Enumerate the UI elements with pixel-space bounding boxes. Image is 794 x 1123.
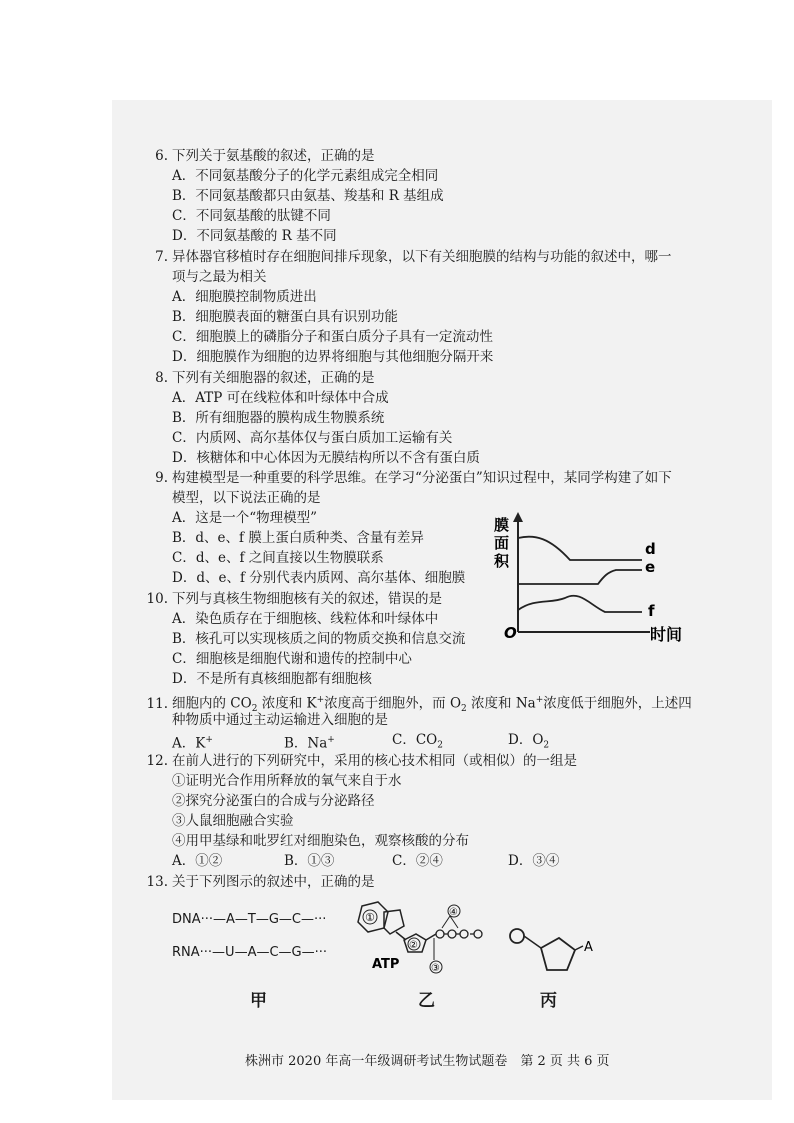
option-c: C．②④	[392, 853, 443, 869]
curve-d-label: d	[645, 540, 656, 558]
origin-label: O	[504, 624, 517, 642]
option-d: D．核糖体和中心体因为无膜结构所以不含有蛋白质	[172, 450, 480, 466]
superscript: +	[316, 695, 325, 705]
y-label-1: 膜	[494, 516, 510, 534]
option-text: D．O	[508, 732, 544, 748]
option-text: A．K	[172, 735, 206, 752]
option-d: D．细胞膜作为细胞的边界将细胞与其他细胞分隔开来	[172, 349, 494, 365]
question-stem: 下列关于氨基酸的叙述，正确的是	[172, 148, 375, 164]
option-b: B．不同氨基酸都只由氨基、羧基和 R 基组成	[172, 188, 444, 204]
list-item: ④用甲基绿和吡罗红对细胞染色，观察核酸的分布	[172, 833, 469, 849]
question-stem: 构建模型是一种重要的科学思维。在学习“分泌蛋白”知识过程中，某同学构建了如下	[172, 470, 672, 486]
question-13	[140, 872, 375, 892]
option-c: C．细胞膜上的磷脂分子和蛋白质分子具有一定流动性	[172, 329, 493, 345]
dna-sequence: DNA···—A—T—G—C—···	[172, 912, 327, 927]
question-stem: 在前人进行的下列研究中，采用的核心技术相同（或相似）的一组是	[172, 753, 577, 769]
question-number: 10.	[146, 591, 168, 607]
base-label: A	[584, 940, 593, 955]
curve-f	[518, 596, 642, 612]
superscript: +	[535, 695, 544, 705]
option-text: C．CO	[392, 732, 438, 748]
question-9	[140, 468, 672, 488]
stem-part: 细胞内的 CO	[172, 695, 252, 712]
phosphate-3	[460, 930, 468, 938]
question-6	[140, 146, 375, 166]
list-item: ①证明光合作用所释放的氧气来自于水	[172, 773, 402, 789]
atp-label: ATP	[372, 957, 400, 972]
superscript: +	[205, 735, 213, 745]
question-number: 9.	[155, 470, 168, 486]
page-footer: 株洲市 2020 年高一年级调研考试生物试题卷 第 2 页 共 6 页	[245, 1054, 610, 1069]
question-stem-cont: 项与之最为相关	[172, 269, 267, 285]
option-a: A．染色质存在于细胞核、线粒体和叶绿体中	[172, 611, 439, 627]
subscript: 2	[543, 740, 550, 751]
label-1: ①	[365, 911, 375, 924]
option-c: C．不同氨基酸的肽键不同	[172, 208, 331, 224]
y-label-2: 面	[494, 534, 510, 552]
membrane-area-graph	[490, 510, 695, 650]
stem-part: 浓度低于细胞外，上述四	[543, 695, 692, 712]
option-c: C．内质网、高尔基体仅与蛋白质加工运输有关	[172, 430, 453, 446]
atp-diagram	[350, 900, 500, 980]
question-12	[140, 751, 577, 771]
question-number: 6.	[155, 148, 168, 164]
curve-d	[518, 537, 642, 560]
question-stem: 关于下列图示的叙述中，正确的是	[172, 874, 375, 890]
question-number: 8.	[155, 370, 168, 386]
question-stem-cont: 模型，以下说法正确的是	[172, 490, 321, 506]
option-a: A．这是一个“物理模型”	[172, 510, 318, 526]
phosphate-circle	[510, 929, 524, 943]
bond	[575, 946, 583, 950]
option-b: B．所有细胞器的膜构成生物膜系统	[172, 410, 385, 426]
question-stem-cont: 种物质中通过主动运输进入细胞的是	[172, 712, 388, 728]
bond	[396, 932, 406, 940]
subscript: 2	[437, 740, 443, 751]
phosphate-2	[448, 930, 456, 938]
option-a: A．细胞膜控制物质进出	[172, 289, 317, 305]
stem-part: 浓度高于细胞外，而 O	[324, 695, 462, 712]
question-number: 7.	[155, 249, 168, 265]
subscript: 2	[461, 704, 467, 715]
question-stem: 下列有关细胞器的叙述，正确的是	[172, 370, 375, 386]
bond	[524, 936, 541, 948]
rna-sequence: RNA···—U—A—C—G—···	[172, 945, 328, 960]
list-item: ②探究分泌蛋白的合成与分泌路径	[172, 793, 375, 809]
label-4: ④	[449, 907, 458, 918]
question-10	[140, 589, 442, 609]
option-c: C．d、e、f 之间直接以生物膜联系	[172, 550, 384, 566]
options-row	[172, 851, 572, 871]
option-b: B．细胞膜表面的糖蛋白具有识别功能	[172, 309, 398, 325]
subscript: 2	[251, 704, 258, 715]
list-item: ③人鼠细胞融合实验	[172, 813, 294, 829]
stem-part: 浓度和 K	[257, 695, 317, 712]
option-c: C．细胞核是细胞代谢和遗传的控制中心	[172, 651, 412, 667]
phosphate-4	[474, 930, 482, 938]
option-text: B．Na	[284, 735, 328, 752]
option-b: B．核孔可以实现核质之间的物质交换和信息交流	[172, 631, 466, 647]
option-d: D．不是所有真核细胞都有细胞核	[172, 671, 372, 687]
option-b: B．①③	[284, 853, 335, 869]
figure-label-jia: 甲	[250, 991, 267, 1011]
option-a: A．ATP 可在线粒体和叶绿体中合成	[172, 390, 389, 406]
pentose-ring	[541, 938, 575, 970]
option-a: A．不同氨基酸分子的化学元素组成完全相同	[172, 168, 439, 184]
curve-f-label: f	[648, 602, 655, 620]
question-7	[140, 247, 672, 267]
nucleotide-diagram	[505, 918, 605, 988]
y-label-3: 积	[494, 552, 510, 570]
curve-e	[518, 570, 642, 584]
superscript: +	[327, 735, 335, 745]
curve-e-label: e	[645, 558, 656, 576]
question-number: 13.	[146, 874, 168, 890]
question-number: 11.	[146, 695, 168, 712]
option-a	[172, 730, 213, 754]
phosphate-1	[436, 930, 444, 938]
stem-part: 浓度和 Na	[466, 695, 536, 712]
y-axis-arrow	[513, 512, 523, 522]
question-stem: 异体器官移植时存在细胞间排斥现象，以下有关细胞膜的结构与功能的叙述中，哪一	[172, 249, 672, 265]
question-number: 12.	[146, 753, 168, 769]
option-a: A．①②	[172, 853, 223, 869]
option-d: D．不同氨基酸的 R 基不同	[172, 228, 337, 244]
question-8	[140, 368, 375, 388]
label-2: ②	[409, 940, 418, 951]
figure-label-yi: 乙	[418, 991, 435, 1011]
option-d: D．d、e、f 分别代表内质网、高尔基体、细胞膜	[172, 570, 466, 586]
option-b: B．d、e、f 膜上蛋白质种类、含量有差异	[172, 530, 424, 546]
label-3: ③	[431, 963, 440, 974]
figure-label-bing: 丙	[540, 991, 557, 1011]
options-row	[172, 730, 572, 750]
option-d: D．③④	[508, 853, 560, 869]
question-stem: 下列与真核生物细胞核有关的叙述，错误的是	[172, 591, 442, 607]
x-label: 时间	[650, 625, 683, 644]
option-b	[284, 730, 335, 754]
